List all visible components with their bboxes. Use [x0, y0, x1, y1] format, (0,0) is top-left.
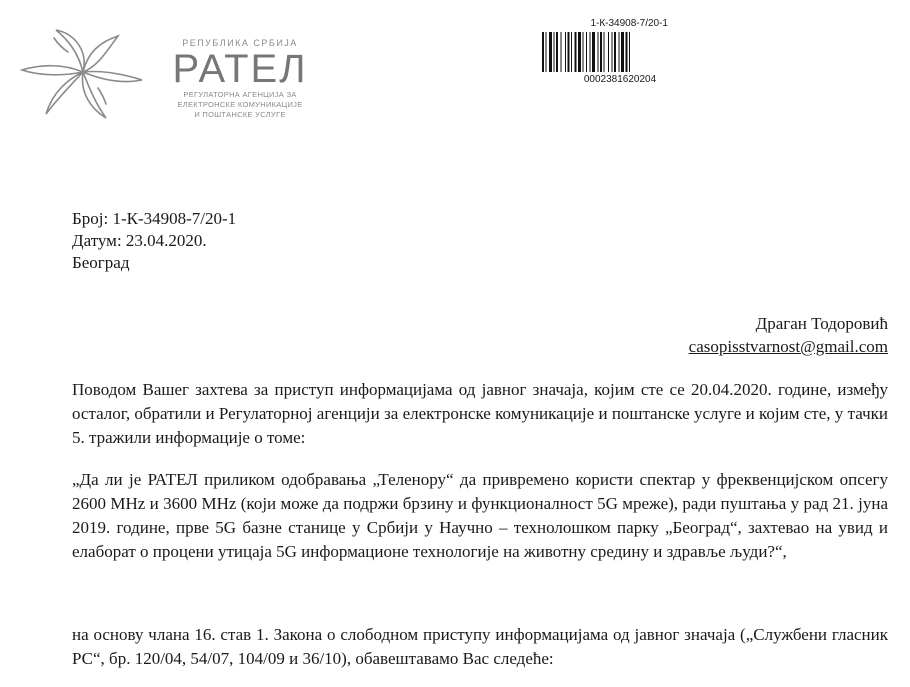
ratel-logo-icon [18, 22, 148, 122]
barcode-top-text: 1-К-34908-7/20-1 [590, 18, 668, 29]
logo-sub-line1: РЕГУЛАТОРНА АГЕНЦИЈА ЗА [183, 90, 297, 99]
logo-republic-text: РЕПУБЛИКА СРБИЈА [182, 38, 298, 48]
body-paragraph-2: „Да ли је РАТЕЛ приликом одобравања „Теленору“ да привремено користи спектар у фреквенцијском опсегу 2600 MHz и 3600 MHz (који може да подржи брзину и функционалност 5G мреже), ради пуштања у рад 21. јуна 2019. године, прве 5G базне станице у Србији у Научно – технолошком парку „Београд“, захтевао на увид и елаборат о процени утицаја 5G информационе технологије на животну средину и здравље људи?“, [72, 470, 888, 561]
document-meta [72, 208, 236, 274]
recipient-email-link[interactable]: casopisstvarnost@gmail.com [688, 337, 888, 356]
document-city: Београд [72, 253, 130, 272]
document-number: Број: 1-К-34908-7/20-1 [72, 209, 237, 228]
body-paragraph-1: Поводом Вашег захтева за приступ информацијама од јавног значаја, којим сте се 20.04.2020. године, између осталог, обратили и Регулаторној агенцији за електронске комуникације и поштанске услуге и којим сте, у тачки 5. тражили информације о томе: [72, 380, 888, 447]
recipient-block [689, 312, 888, 358]
barcode-icon [540, 30, 680, 74]
recipient-name: Драган Тодоровић [755, 314, 888, 333]
logo-sub-line2: ЕЛЕКТРОНСКЕ КОМУНИКАЦИЈЕ [177, 100, 303, 109]
barcode-stamp [540, 18, 710, 86]
logo-name-text: РАТЕЛ [172, 47, 308, 91]
body-paragraph-3: на основу члана 16. став 1. Закона о слободном приступу информацијама од јавног значаја („Службени гласник РС“, бр. 120/04, 54/07, 104/09 и 36/10), обавештавамо Вас следеће: [72, 625, 888, 668]
document-date: Датум: 23.04.2020. [72, 231, 207, 250]
ratel-logo [160, 38, 320, 120]
barcode-bottom-text: 0002381620204 [583, 74, 657, 85]
logo-sub-line3: И ПОШТАНСКЕ УСЛУГЕ [194, 110, 286, 119]
